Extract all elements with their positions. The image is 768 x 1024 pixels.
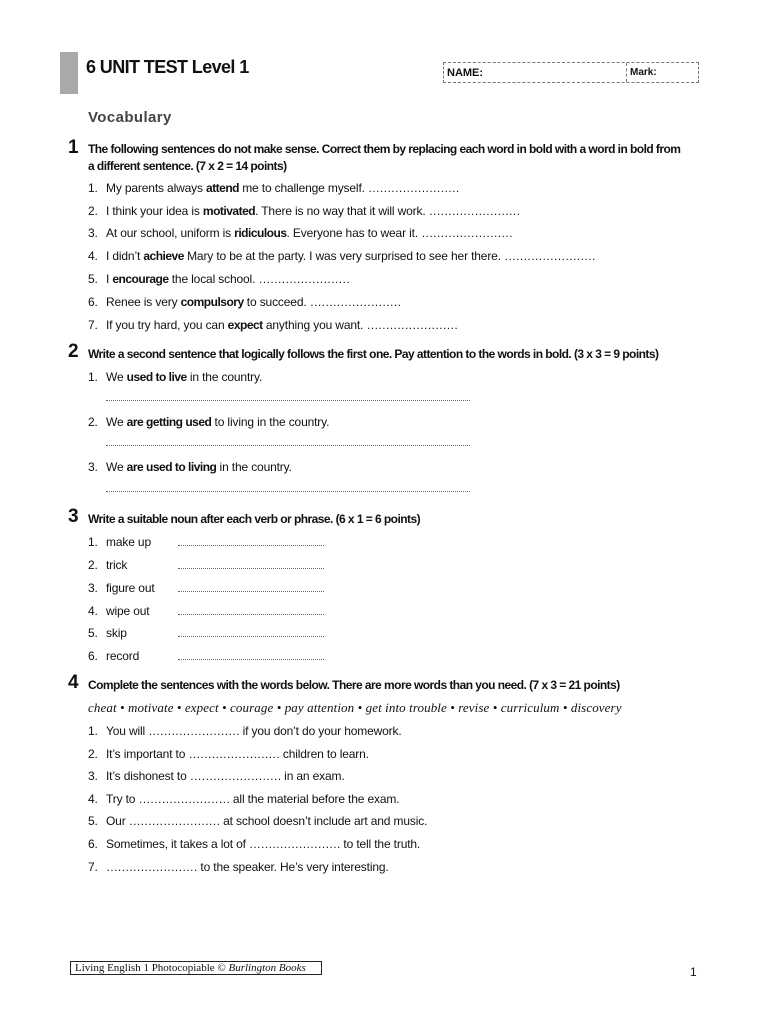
task-1-instruction: The following sentences do not make sense. Correct them by replacing each word in bold with a word in bold from a different sentence. (7 x 2 = 14 points) [88, 142, 681, 173]
task-1-item: 6. Renee is very compulsory to succeed. …………………… [88, 295, 401, 309]
bold-word: attend [206, 181, 240, 195]
task-2-number: 2 [68, 341, 79, 362]
task-3-item: 1. make up [88, 535, 151, 549]
answer-line [178, 591, 324, 592]
answer-dots: …………………… [249, 837, 341, 851]
task-1-item: 5. I encourage the local school. …………………… [88, 272, 350, 286]
answer-dots: …………………… [188, 747, 280, 761]
name-mark-divider [626, 63, 627, 82]
answer-dots: …………………… [309, 295, 401, 309]
task-2-item: 1. We used to live in the country. [88, 370, 263, 384]
bold-word: are getting used [126, 415, 212, 429]
answer-dots: …………………… [366, 318, 458, 332]
task-4-number: 4 [68, 672, 79, 693]
answer-dots: …………………… [368, 181, 460, 195]
task-4-item: 5. Our …………………… at school doesn’t include art and music. [88, 814, 428, 828]
task-3-item: 4. wipe out [88, 604, 150, 618]
answer-line [178, 636, 324, 637]
task-1-item: 7. If you try hard, you can expect anything you want. …………………… [88, 318, 458, 332]
bold-word: motivated [202, 204, 256, 218]
answer-line [178, 568, 324, 569]
task-3-item: 3. figure out [88, 581, 155, 595]
section-heading: Vocabulary [88, 109, 172, 126]
answer-dots: …………………… [138, 792, 230, 806]
answer-line [106, 400, 470, 401]
task-2-item: 2. We are getting used to living in the country. [88, 415, 330, 429]
task-3-item: 5. skip [88, 626, 127, 640]
task-3-instruction: Write a suitable noun after each verb or phrase. (6 x 1 = 6 points) [88, 512, 421, 526]
task-1-item: 4. I didn’t achieve Mary to be at the party. I was very surprised to see her there. …………………… [88, 249, 596, 263]
task-1-item: 3. At our school, uniform is ridiculous. Everyone has to wear it. …………………… [88, 226, 513, 240]
footer-credit: Living English 1 Photocopiable © Burlington Books [70, 961, 322, 975]
name-mark-box [443, 62, 699, 83]
task-1-item: 2. I think your idea is motivated. There is no way that it will work. …………………… [88, 204, 520, 218]
answer-line [178, 545, 324, 546]
answer-line [106, 491, 470, 492]
title-bar [60, 52, 78, 94]
task-4-item: 7. …………………… to the speaker. He’s very interesting. [88, 860, 389, 874]
answer-dots: …………………… [189, 769, 281, 783]
mark-label: Mark: [630, 67, 657, 78]
task-2-instruction: Write a second sentence that logically follows the first one. Pay attention to the words in bold. (3 x 3 = 9 points) [88, 347, 659, 361]
answer-line [178, 659, 324, 660]
word-list: cheat • motivate • expect • courage • pay attention • get into trouble • revise • curriculum • discovery [88, 700, 622, 715]
task-3-number: 3 [68, 506, 79, 527]
answer-dots: …………………… [421, 226, 513, 240]
answer-dots: …………………… [106, 860, 198, 874]
bold-word: achieve [143, 249, 184, 263]
answer-dots: …………………… [504, 249, 596, 263]
bold-word: used to live [126, 370, 187, 384]
task-4-item: 2. It’s important to …………………… children to learn. [88, 747, 369, 761]
bold-word: ridiculous [234, 226, 287, 240]
task-4-item: 4. Try to …………………… all the material before the exam. [88, 792, 400, 806]
answer-dots: …………………… [128, 814, 220, 828]
task-1-number: 1 [68, 137, 79, 158]
task-3-item: 2. trick [88, 558, 128, 572]
bold-word: compulsory [180, 295, 244, 309]
page-title: 6 UNIT TEST Level 1 [86, 57, 249, 77]
task-4-instruction: Complete the sentences with the words below. There are more words than you need. (7 x 3 = 21 points) [88, 678, 620, 692]
answer-dots: …………………… [428, 204, 520, 218]
bold-word: are used to living [126, 460, 217, 474]
answer-line [106, 445, 470, 446]
bold-word: expect [227, 318, 263, 332]
task-2-item: 3. We are used to living in the country. [88, 460, 292, 474]
answer-dots: …………………… [148, 724, 240, 738]
publisher-logo: Burlington Books [228, 962, 306, 974]
name-label: NAME: [447, 67, 484, 79]
task-4-item: 1. You will …………………… if you don’t do your homework. [88, 724, 402, 738]
answer-dots: …………………… [258, 272, 350, 286]
bold-word: encourage [112, 272, 169, 286]
page-number: 1 [690, 965, 697, 979]
task-1-item: 1. My parents always attend me to challenge myself. …………………… [88, 181, 460, 195]
task-4-item: 6. Sometimes, it takes a lot of …………………… to tell the truth. [88, 837, 421, 851]
answer-line [178, 614, 324, 615]
task-3-item: 6. record [88, 649, 140, 663]
task-4-item: 3. It’s dishonest to …………………… in an exam. [88, 769, 345, 783]
